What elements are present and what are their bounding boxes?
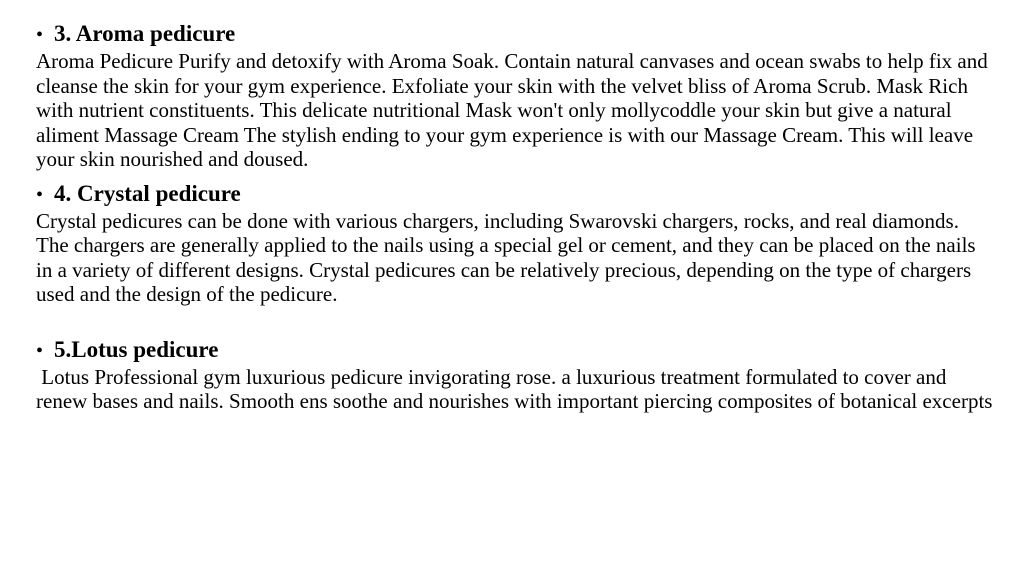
section-body: Crystal pedicures can be done with various chargers, including Swarovski chargers, rocks, and real diamonds. The chargers are generally applied to the nails using a special gel or cement, and they can be placed on the nails in a variety of different designs. Crystal pedicures can be relatively precious, depending on the type of chargers used and the design of the pedicure. [36, 208, 976, 306]
bullet-icon: • [36, 339, 44, 362]
section-lotus-pedicure [36, 336, 996, 414]
section-heading-row [36, 180, 996, 209]
bullet-icon: • [36, 24, 44, 46]
section-heading: 5.Lotus pedicure [54, 336, 219, 362]
section-heading: 4. Crystal pedicure [54, 180, 241, 206]
section-heading-row [36, 336, 996, 365]
section-body: Lotus Professional gym luxurious pedicure invigorating rose. a luxurious treatment formulated to cover and renew bases and nails. Smooth ens soothe and nourishes with important piercing composites of botanical excerpts [36, 364, 993, 413]
slide-content [36, 20, 996, 414]
section-heading: 3. Aroma pedicure [54, 21, 236, 46]
section-crystal-pedicure [36, 180, 996, 307]
bullet-icon: • [36, 183, 44, 206]
section-body: Aroma Pedicure Purify and detoxify with Aroma Soak. Contain natural canvases and ocean swabs to help fix and cleanse the skin for your gym experience. Exfoliate your skin with the velvet bliss of Aroma Scrub. Mask Rich with nutrient constituents. This delicate nutritional Mask won't only mollycoddle your skin but give a natural aliment Massage Cream The stylish ending to your gym experience is with our Massage Cream. This will leave your skin nourished and doused. [36, 49, 988, 171]
section-heading-row [36, 20, 996, 49]
section-aroma-pedicure [36, 20, 996, 172]
